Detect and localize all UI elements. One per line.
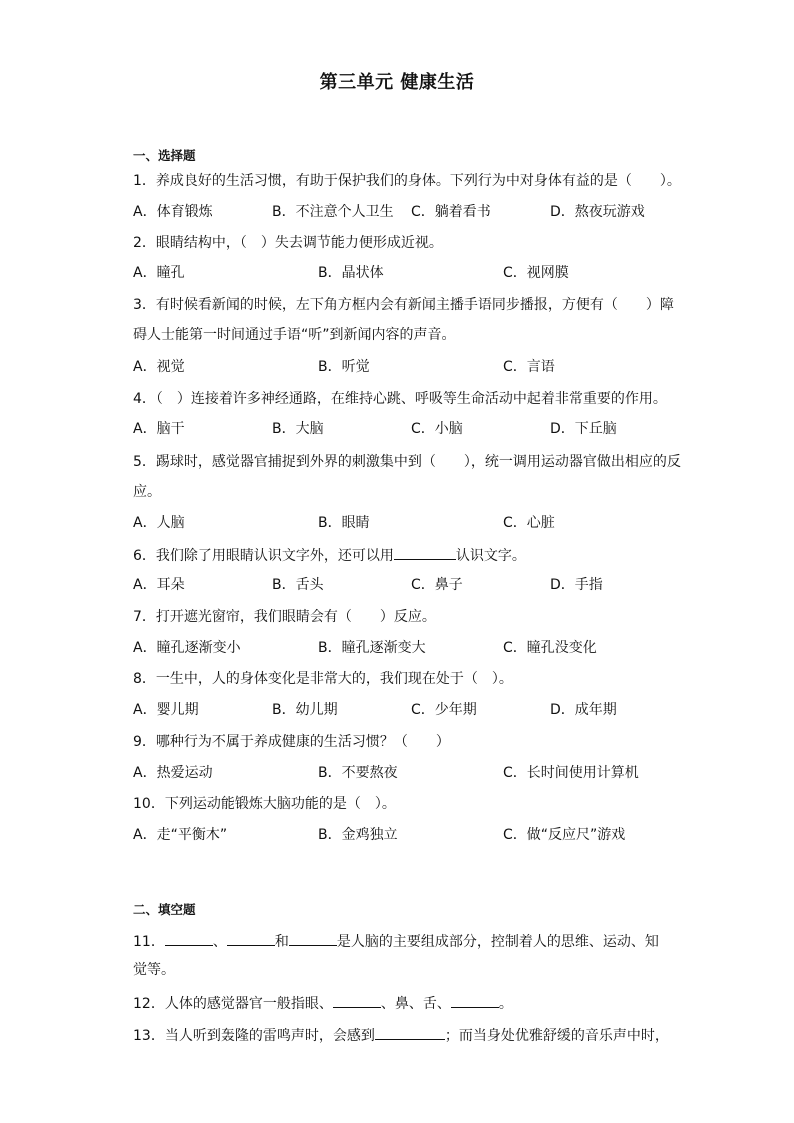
option-c[interactable]: C．躺着看书 (411, 204, 491, 220)
option-a[interactable]: A．耳朵 (133, 577, 185, 593)
options-10 (133, 825, 693, 845)
option-a[interactable]: A．体育锻炼 (133, 204, 213, 220)
question-10: 10．下列运动能锻炼大脑功能的是（ ）。 (133, 796, 396, 812)
option-b[interactable]: B．幼儿期 (272, 702, 338, 718)
option-c[interactable]: C．心脏 (503, 515, 555, 531)
answer-blank[interactable] (333, 992, 381, 1008)
question-6 (133, 544, 526, 566)
option-b[interactable]: B．晶状体 (318, 265, 384, 281)
option-a[interactable]: A．瞳孔 (133, 265, 185, 281)
question-11-text: 是人脑的主要组成部分，控制着人的思维、运动、知 (336, 934, 659, 950)
option-c[interactable]: C．长时间使用计算机 (503, 765, 639, 781)
option-a[interactable]: A．热爱运动 (133, 765, 213, 781)
option-c[interactable]: C．小脑 (411, 421, 463, 437)
question-13-text-b: ；而当身处优雅舒缓的音乐声中时， (444, 1028, 669, 1044)
options-6 (133, 575, 693, 595)
question-6-text-a: 6．我们除了用眼睛认识文字外，还可以用 (133, 548, 394, 564)
options-4 (133, 419, 693, 439)
option-c[interactable]: C．言语 (503, 359, 555, 375)
option-a[interactable]: A．瞳孔逐渐变小 (133, 640, 241, 656)
question-12-text-a: 12．人体的感觉器官一般指眼、 (133, 996, 333, 1012)
option-c[interactable]: C．鼻子 (411, 577, 463, 593)
option-b[interactable]: B．金鸡独立 (318, 827, 398, 843)
option-d[interactable]: D．下丘脑 (550, 421, 617, 437)
answer-blank[interactable] (375, 1024, 445, 1040)
option-c[interactable]: C．瞳孔没变化 (503, 640, 597, 656)
question-12-text-b: 、鼻、舌、 (380, 996, 451, 1012)
option-b[interactable]: B．大脑 (272, 421, 324, 437)
question-11-number: 11． (133, 934, 165, 950)
question-5: 5．踢球时，感觉器官捕捉到外界的刺激集中到（ ），统一调用运动器官做出相应的反 (133, 454, 681, 470)
question-5-continued: 应。 (133, 484, 161, 500)
separator: 、 (212, 934, 227, 950)
option-a[interactable]: A．脑干 (133, 421, 185, 437)
question-8: 8．一生中，人的身体变化是非常大的，我们现在处于（ ）。 (133, 671, 513, 687)
question-12 (133, 992, 513, 1014)
question-12-text-c: 。 (498, 996, 513, 1012)
options-5 (133, 513, 693, 533)
option-a[interactable]: A．婴儿期 (133, 702, 199, 718)
option-a[interactable]: A．人脑 (133, 515, 185, 531)
question-6-text-b: 认识文字。 (455, 548, 526, 564)
question-2: 2．眼睛结构中，（ ）失去调节能力便形成近视。 (133, 235, 443, 251)
separator: 和 (274, 934, 289, 950)
question-11 (133, 930, 659, 952)
answer-blank[interactable] (289, 930, 337, 946)
option-a[interactable]: A．视觉 (133, 359, 185, 375)
option-b[interactable]: B．瞳孔逐渐变大 (318, 640, 426, 656)
question-11-continued: 觉等。 (133, 962, 175, 978)
option-b[interactable]: B．舌头 (272, 577, 324, 593)
question-13 (133, 1024, 669, 1046)
section-heading-fill: 二、填空题 (133, 902, 196, 917)
page-title: 第三单元 健康生活 (319, 72, 475, 93)
option-d[interactable]: D．手指 (550, 577, 603, 593)
answer-blank[interactable] (227, 930, 275, 946)
option-c[interactable]: C．少年期 (411, 702, 477, 718)
options-3 (133, 357, 693, 377)
question-4: 4．（ ）连接着许多神经通路，在维持心跳、呼吸等生命活动中起着非常重要的作用。 (133, 391, 667, 407)
question-3-continued: 碍人士能第一时间通过手语“听”到新闻内容的声音。 (133, 327, 456, 343)
question-13-text-a: 13．当人听到轰隆的雷鸣声时，会感到 (133, 1028, 375, 1044)
answer-blank[interactable] (394, 544, 456, 560)
option-c[interactable]: C．视网膜 (503, 265, 569, 281)
option-b[interactable]: B．不注意个人卫生 (272, 204, 394, 220)
option-b[interactable]: B．不要熬夜 (318, 765, 398, 781)
answer-blank[interactable] (451, 992, 499, 1008)
option-b[interactable]: B．听觉 (318, 359, 370, 375)
option-c[interactable]: C．做“反应尺”游戏 (503, 827, 626, 843)
option-b[interactable]: B．眼睛 (318, 515, 370, 531)
options-2 (133, 263, 693, 283)
question-7: 7．打开遮光窗帘，我们眼睛会有（ ）反应。 (133, 609, 436, 625)
option-d[interactable]: D．成年期 (550, 702, 617, 718)
option-a[interactable]: A．走“平衡木” (133, 827, 228, 843)
options-7 (133, 638, 693, 658)
section-heading-choice: 一、选择题 (133, 148, 196, 163)
options-8 (133, 700, 693, 720)
options-1 (133, 202, 693, 222)
answer-blank[interactable] (165, 930, 213, 946)
question-3: 3．有时候看新闻的时候，左下角方框内会有新闻主播手语同步播报，方便有（ ）障 (133, 297, 674, 313)
options-9 (133, 763, 693, 783)
option-d[interactable]: D．熬夜玩游戏 (550, 204, 645, 220)
question-1: 1．养成良好的生活习惯，有助于保护我们的身体。下列行为中对身体有益的是（ ）。 (133, 173, 681, 189)
question-9: 9．哪种行为不属于养成健康的生活习惯？（ ） (133, 734, 450, 750)
